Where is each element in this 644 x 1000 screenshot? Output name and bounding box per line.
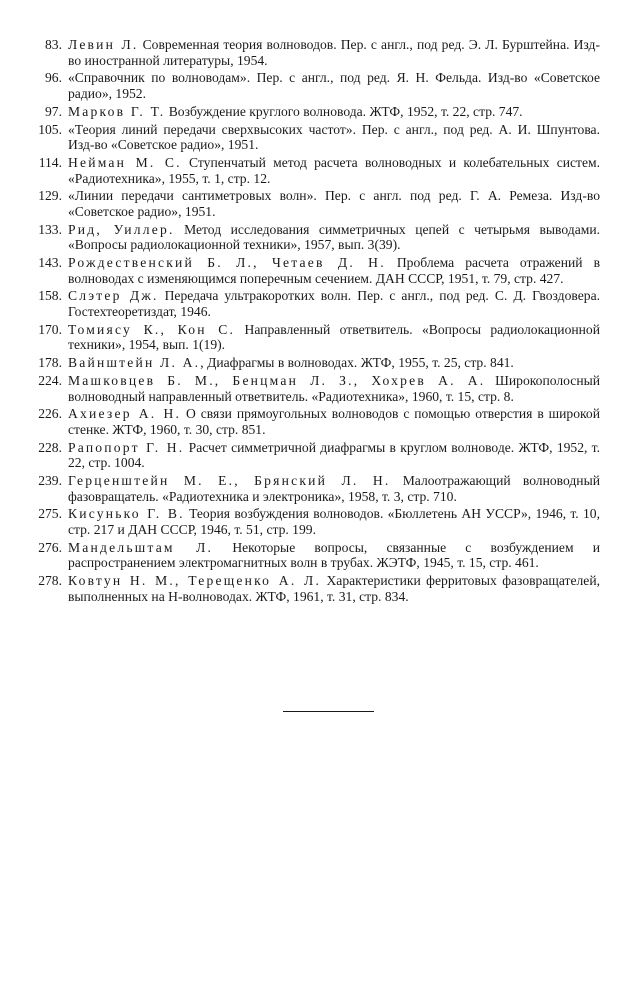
- reference-text: Широкополосный волноводный направленный ответвитель. «Радиотехника», 1960, т. 15, стр. 8.: [68, 372, 600, 404]
- reference-body: [68, 373, 600, 404]
- reference-author: Кисунько Г. В.: [68, 506, 185, 522]
- reference-number: 114.: [38, 154, 62, 170]
- reference-item: [38, 155, 600, 186]
- reference-author: Ахиезер А. Н.: [68, 406, 182, 422]
- reference-text: Некоторые вопросы, связанные с возбуждением и распространением электромагнитных волн в трубах. ЖЭТФ, 1945, т. 15, стр. 461.: [68, 539, 600, 571]
- reference-item: [38, 322, 600, 353]
- reference-number: 96.: [45, 70, 62, 86]
- reference-body: [68, 288, 600, 319]
- reference-author: Вайнштейн Л. А.: [68, 355, 201, 371]
- reference-number: 158.: [38, 288, 62, 304]
- reference-text: Расчет симметричной диафрагмы в круглом волноводе. ЖТФ, 1952, т. 22, стр. 1004.: [68, 439, 600, 471]
- reference-item: [38, 104, 600, 120]
- reference-body: [68, 406, 600, 437]
- reference-list: [38, 37, 600, 607]
- reference-number: 276.: [38, 539, 62, 555]
- reference-body: [68, 473, 600, 504]
- reference-body: [68, 155, 600, 186]
- reference-number: 275.: [38, 506, 62, 522]
- reference-text: «Теория линий передачи сверхвысоких частот». Пер. с англ., под ред. А. И. Шпунтова. Изд-во «Советское радио», 1951.: [68, 121, 600, 153]
- end-rule-divider: [283, 711, 374, 712]
- reference-body: [68, 506, 600, 537]
- reference-text: О связи прямоугольных волноводов с помощью отверстия в широкой стенке. ЖТФ, 1960, т. 30, стр. 851.: [68, 406, 600, 437]
- reference-author: Рапопорт Г. Н.: [68, 439, 185, 455]
- reference-number: 226.: [38, 406, 62, 422]
- reference-author: Мандельштам Л.: [68, 539, 214, 555]
- reference-author: Марков Г. Т.: [68, 103, 166, 119]
- reference-body: [68, 104, 600, 120]
- reference-item: [38, 188, 600, 219]
- reference-text: Метод исследования симметричных цепей с четырьмя выводами. «Вопросы радиолокационной техники», 1957, вып. 3(39).: [68, 221, 601, 253]
- reference-body: [68, 122, 600, 153]
- reference-item: [38, 122, 600, 153]
- reference-body: [68, 322, 600, 353]
- reference-body: [68, 255, 600, 286]
- reference-body: [68, 37, 600, 68]
- reference-number: 278.: [38, 573, 62, 589]
- reference-text: Передача ультракоротких волн. Пер. с англ., под ред. С. Д. Гвоздовера. Гостехтеоретиздат, 1946.: [68, 288, 600, 319]
- reference-body: [68, 440, 600, 471]
- reference-number: 228.: [38, 439, 62, 455]
- reference-text: «Справочник по волноводам». Пер. с англ., под ред. Я. Н. Фельда. Изд-во «Советское радио», 1952.: [68, 70, 600, 101]
- reference-number: 178.: [38, 355, 62, 371]
- reference-body: [68, 188, 600, 219]
- reference-number: 133.: [38, 221, 62, 237]
- reference-author: Ковтун Н. М., Терещенко А. Л.: [68, 573, 322, 589]
- reference-author: Слэтер Дж.: [68, 288, 159, 304]
- reference-number: 105.: [38, 121, 62, 137]
- reference-body: [68, 573, 600, 604]
- reference-number: 143.: [38, 255, 62, 271]
- reference-text: Малоотражающий волноводный фазовращатель. «Радиотехника и электроника», 1958, т. 3, стр. 710.: [68, 473, 600, 504]
- reference-author: Машковцев Б. М., Бенцман Л. З., Хохрев А. А.: [68, 372, 486, 388]
- reference-text: «Линии передачи сантиметровых волн». Пер. с англ. под ред. Г. А. Ремеза. Изд-во «Советское радио», 1951.: [68, 188, 600, 219]
- reference-text: Ступенчатый метод расчета волноводных и колебательных систем. «Радиотехника», 1955, т. 1, стр. 12.: [68, 154, 601, 186]
- reference-number: 129.: [38, 188, 62, 204]
- reference-author: Рождественский Б. Л., Четаев Д. Н.: [68, 255, 386, 271]
- reference-number: 170.: [38, 321, 62, 337]
- reference-text: Современная теория волноводов. Пер. с англ., под ред. Э. Л. Бурштейна. Изд-во иностранной литературы, 1954.: [68, 37, 601, 68]
- reference-body: [68, 355, 600, 371]
- reference-item: [38, 440, 600, 471]
- reference-body: [68, 70, 600, 101]
- reference-number: 83.: [45, 37, 62, 52]
- reference-body: [68, 222, 600, 253]
- reference-number: 239.: [38, 473, 62, 489]
- reference-text: Проблема расчета отражений в волноводах с изменяющимся поперечным сечением. ДАН СССР, 1951, т. 79, стр. 427.: [68, 255, 600, 286]
- reference-item: [38, 540, 600, 571]
- reference-author: Левин Л.: [68, 37, 139, 52]
- reference-item: [38, 37, 600, 68]
- reference-item: [38, 473, 600, 504]
- reference-author: Герценштейн М. Е., Брянский Л. Н.: [68, 473, 391, 489]
- reference-author: Нейман М. С.: [68, 154, 182, 170]
- reference-item: [38, 506, 600, 537]
- reference-item: [38, 255, 600, 286]
- reference-item: [38, 288, 600, 319]
- reference-item: [38, 573, 600, 604]
- reference-author: Рид, Уиллер.: [68, 221, 175, 237]
- reference-item: [38, 222, 600, 253]
- reference-text: Теория возбуждения волноводов. «Бюллетень АН УССР», 1946, т. 10, стр. 217 и ДАН СССР, 1946, т. 51, стр. 199.: [68, 506, 600, 538]
- reference-text: Направленный ответвитель. «Вопросы радиолокационной техники», 1954, вып. 1(19).: [68, 321, 600, 353]
- reference-text: Возбуждение круглого волновода. ЖТФ, 1952, т. 22, стр. 747.: [165, 103, 523, 119]
- reference-author: Томиясу К., Кон С.: [68, 321, 236, 337]
- reference-number: 224.: [38, 372, 62, 388]
- reference-body: [68, 540, 600, 571]
- reference-item: [38, 406, 600, 437]
- reference-item: [38, 373, 600, 404]
- reference-item: [38, 355, 600, 371]
- reference-text: , Диафрагмы в волноводах. ЖТФ, 1955, т. 25, стр. 841.: [200, 355, 514, 371]
- reference-text: Характеристики ферритовых фазовращателей, выполненных на Н-волноводах. ЖТФ, 1961, т. 31, стр. 834.: [68, 573, 600, 604]
- reference-number: 97.: [45, 103, 62, 119]
- reference-item: [38, 70, 600, 101]
